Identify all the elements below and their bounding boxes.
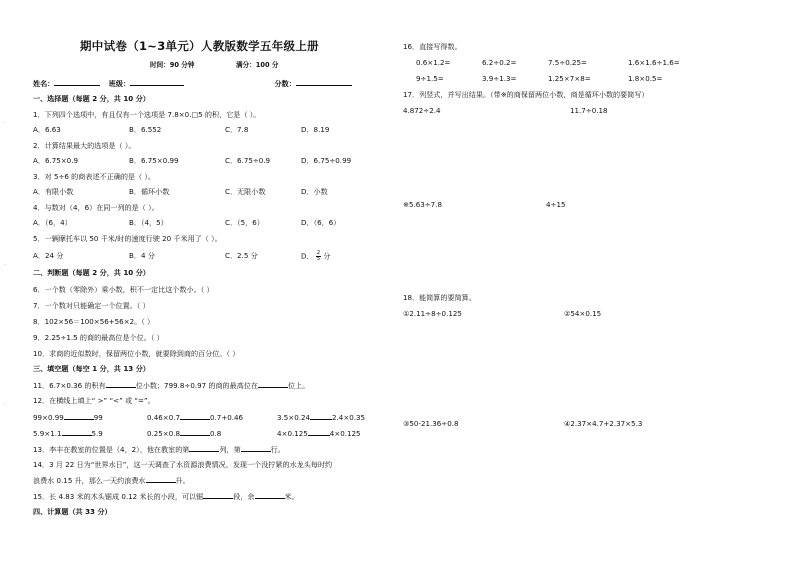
option-d-prefix: D．: [301, 251, 314, 261]
question-heading: 16．直接写得数。: [403, 42, 462, 51]
option-b[interactable]: B．6.552: [129, 125, 162, 134]
judgement-item: 8．102×56＝100×56+56×2。（ ）: [33, 317, 155, 326]
left-column: [28, 0, 390, 562]
answer-blank[interactable]: [203, 491, 233, 499]
option-c[interactable]: C．7.8: [225, 125, 249, 134]
vertical-calc-item: ※5.63÷7.8: [403, 200, 442, 209]
fraction-numerator: 2: [316, 250, 321, 256]
option-d[interactable]: D．8.19: [301, 125, 330, 134]
judgement-item: 7．一个数对只能确定一个位置。（ ）: [33, 301, 150, 310]
oral-calc-item: 6.2÷0.2=: [482, 58, 517, 67]
fill-text: 浪费水 0.15 升，那么一天约浪费水: [33, 476, 146, 485]
exam-full-score: 满分：100 分: [236, 61, 279, 69]
answer-blank[interactable]: [180, 412, 210, 420]
fill-text: 15．长 4.83 米的木头锯成 0.12 米长的小段，可以锯: [33, 492, 204, 501]
compare-item: [33, 412, 103, 422]
class-field[interactable]: [130, 78, 184, 86]
oral-calc-item: 1.25×7×8=: [548, 74, 591, 83]
option-c[interactable]: C．（5，6）: [225, 218, 264, 227]
fill-text: 位上。: [288, 381, 310, 390]
option-b[interactable]: B．4 分: [129, 251, 155, 260]
option-a[interactable]: A．有限小数: [33, 187, 74, 196]
class-label: 班级：: [108, 79, 131, 88]
exam-title: 期中试卷（1~3单元）人教版数学五年级上册: [80, 39, 319, 53]
option-d[interactable]: D．（6，6）: [301, 218, 341, 227]
vertical-calc-item: 4.872÷2.4: [403, 106, 441, 115]
compare-left: 5.9×1.1: [33, 429, 62, 438]
fraction-denominator: 5: [316, 256, 321, 262]
answer-blank[interactable]: [255, 491, 285, 499]
question-text: 3．对 5÷6 的商表述不正确的是（ ）。: [33, 172, 156, 181]
answer-blank[interactable]: [189, 444, 219, 452]
option-d[interactable]: D．6.75÷0.99: [301, 156, 352, 165]
question-text: 2．计算结果最大的选项是（ ）。: [33, 141, 136, 150]
fill-text: 行。: [270, 445, 285, 454]
fill-question: [33, 444, 285, 454]
compare-left: 4×0.125: [277, 429, 308, 438]
compare-right: 4×0.125: [329, 429, 361, 438]
section-heading: 四、计算题（共 33 分）: [33, 507, 112, 516]
option-b[interactable]: B．6.75×0.99: [129, 156, 179, 165]
option-d[interactable]: [301, 251, 330, 262]
judgement-item: 6．一个数（零除外）乘小数，积不一定比这个数小。（ ）: [33, 285, 214, 294]
margin-mark: ·: [4, 120, 6, 127]
fill-text: 11．6.7×0.36 的积有: [33, 381, 106, 390]
option-b[interactable]: B．循环小数: [129, 187, 170, 196]
option-c[interactable]: C．2.5 分: [225, 251, 258, 260]
answer-blank[interactable]: [258, 380, 288, 388]
option-c[interactable]: C．6.75÷0.9: [225, 156, 271, 165]
option-a[interactable]: A．（6，4）: [33, 218, 72, 227]
section-heading: 一、选择题（每题 2 分，共 10 分）: [33, 94, 150, 103]
compare-left: 3.5×0.24: [277, 413, 311, 422]
fraction: [316, 251, 321, 262]
oral-calc-item: 7.5÷0.25=: [548, 58, 587, 67]
oral-calc-item: 9÷1.5=: [416, 74, 444, 83]
compare-left: 99×0.99: [33, 413, 64, 422]
score-field[interactable]: [296, 78, 352, 86]
option-a[interactable]: A．6.63: [33, 125, 61, 134]
option-b[interactable]: B．（4，5）: [129, 218, 168, 227]
answer-blank[interactable]: [180, 428, 210, 436]
fill-text: 升。: [175, 476, 190, 485]
compare-item: [277, 428, 361, 438]
fill-text: 位小数；799.8÷0.97 的商的最高位在: [135, 381, 259, 390]
answer-blank[interactable]: [62, 428, 92, 436]
name-label: 姓名：: [33, 79, 55, 88]
margin-mark: ·: [4, 262, 6, 269]
simplify-item: ④2.37×4.7+2.37×5.3: [564, 419, 643, 428]
compare-item: [277, 412, 365, 422]
exam-time: 时间：90 分钟: [150, 61, 195, 69]
oral-calc-item: 1.6×1.6÷1.6=: [628, 58, 680, 67]
compare-right: 0.8: [210, 429, 222, 438]
compare-right: 0.7+0.46: [210, 413, 244, 422]
name-field[interactable]: [54, 78, 100, 86]
answer-blank[interactable]: [241, 444, 271, 452]
compare-item: [33, 428, 103, 438]
answer-blank[interactable]: [64, 412, 94, 420]
compare-left: 0.46×0.7: [147, 413, 181, 422]
fill-text: 13．李丰在教室的位置是（4，2），他在教室的第: [33, 445, 190, 454]
option-a[interactable]: A．6.75×0.9: [33, 156, 78, 165]
answer-blank[interactable]: [310, 412, 332, 420]
right-column: [398, 0, 768, 562]
fill-text: 列，第: [219, 445, 241, 454]
judgement-item: 9．2.25÷1.5 的商的最高位是个位。（ ）: [33, 333, 164, 342]
student-info-row: [33, 78, 352, 88]
compare-left: 0.25×0.8: [147, 429, 181, 438]
question-heading: 17．列竖式，并写出结果。（带※的商保留两位小数，商是循环小数的要简写）: [403, 90, 649, 99]
fill-text: 米。: [284, 492, 299, 501]
answer-blank[interactable]: [106, 380, 136, 388]
compare-item: [147, 428, 221, 438]
section-heading: 二、判断题（每题 2 分，共 10 分）: [33, 268, 150, 277]
question-text: 1．下列四个选项中，有且仅有一个选项是 7.8×0.□5 的积，它是（ ）。: [33, 110, 261, 119]
option-a[interactable]: A．24 分: [33, 251, 64, 260]
question-heading: 18．能简算的要简算。: [403, 293, 476, 302]
simplify-item: ②54×0.15: [564, 309, 602, 318]
score-label: 分数：: [274, 79, 296, 88]
fill-question: 12．在横线上填上“ >” “<” 或 “=”。: [33, 396, 155, 405]
simplify-item: ①2.11÷8÷0.125: [403, 309, 462, 318]
question-text: 5．一辆摩托车以 50 千米/时的速度行驶 20 千米用了（ ）。: [33, 234, 222, 243]
question-text: 4．与数对（4，6）在同一列的是（ ）。: [33, 203, 159, 212]
option-d-unit: 分: [323, 251, 331, 261]
fill-question: [33, 475, 190, 485]
fill-question: 14．3 月 22 日为“世界水日”，这一天调查了水资源浪费情况，发现一个没拧紧的水龙头每时约: [33, 460, 333, 469]
oral-calc-item: 3.9÷1.3=: [482, 74, 517, 83]
simplify-item: ③50-21.36÷0.8: [403, 419, 459, 428]
compare-item: [147, 412, 243, 422]
section-heading: 三、填空题（每空 1 分，共 13 分）: [33, 364, 150, 373]
margin-mark: ·: [4, 402, 6, 409]
option-c[interactable]: C．无限小数: [225, 187, 266, 196]
fill-text: 段，余: [233, 492, 255, 501]
judgement-item: 10．求商的近似数时，保留两位小数，就要除到商的百分位。（ ）: [33, 349, 240, 358]
vertical-calc-item: 11.7÷0.18: [570, 106, 608, 115]
oral-calc-item: 1.8×0.5=: [628, 74, 663, 83]
vertical-calc-item: 4÷15: [546, 200, 566, 209]
answer-blank[interactable]: [308, 428, 330, 436]
compare-right: 5.9: [91, 429, 103, 438]
compare-right: 2.4×0.35: [332, 413, 366, 422]
answer-blank[interactable]: [146, 475, 176, 483]
fill-question: [33, 491, 299, 501]
fill-question: [33, 380, 309, 390]
oral-calc-item: 0.6×1.2=: [416, 58, 451, 67]
option-d[interactable]: D．小数: [301, 187, 328, 196]
compare-right: 99: [93, 413, 103, 422]
